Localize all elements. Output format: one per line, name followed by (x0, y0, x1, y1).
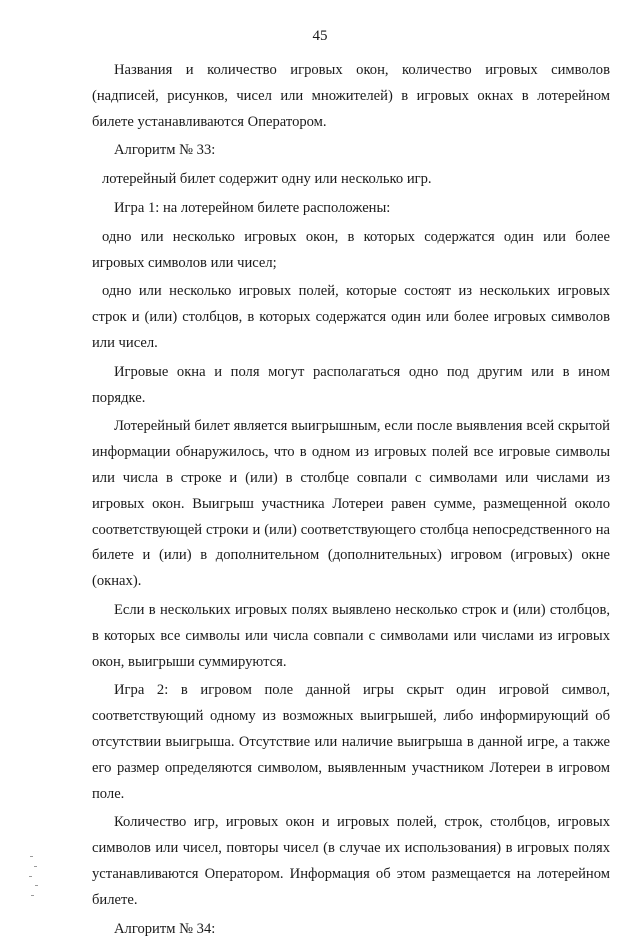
page-number: 45 (312, 28, 328, 44)
paragraph-winning-rule: Лотерейный билет является выигрышным, если после выявления всей скрытой информации обнаружилось, что в одном из игровых полей все игровые символы или числа в строке и (или) в столбце совпали с символами или числами из игровых окон. Выигрыш участника Лотереи равен сумме, размещенной около соответствующей строки и (или) соответствующего столбца непосредственного на билете и (или) в дополнительном (дополнительных) игровом (игровых) окне (окнах). (92, 418, 610, 590)
paragraph-algorithm-34-heading: Алгоритм № 34: (114, 920, 216, 937)
paragraph-windows-order: Игровые окна и поля могут располагаться одно под другим или в ином порядке. (92, 363, 610, 406)
paragraph-game-2: Игра 2: в игровом поле данной игры скрыт один игровой символ, соответствующий одному из возможных выигрышей, либо информирующий об отсутствии выигрыша. Отсутствие или наличие выигрыша в данной игре, а также его размер определяются символом, выявленным участником Лотереи в игровом поле. (92, 682, 610, 802)
paragraph-ticket-windows: Названия и количество игровых окон, количество игровых символов (надписей, рисунков, чисел или множителей) в игровых окнах в лотерейном билете устанавливаются Оператором. (92, 62, 610, 130)
paragraph-game-1-heading: Игра 1: на лотерейном билете расположены: (114, 199, 391, 216)
paragraph-wins-summed: Если в нескольких игровых полях выявлено несколько строк и (или) столбцов, в которых все символы или числа совпали с символами или числами из игровых окон, выигрыши суммируются. (92, 601, 610, 670)
paragraph-game-fields: одно или несколько игровых полей, которые состоят из нескольких игровых строк и (или) столбцов, в которых содержатся один или более игровых символов или чисел. (92, 283, 610, 351)
paragraph-game-windows: одно или несколько игровых окон, в которых содержатся один или более игровых символов или чисел; (92, 228, 610, 271)
paragraph-algorithm-33-heading: Алгоритм № 33: (114, 142, 216, 159)
paragraph-ticket-contains-games: лотерейный билет содержит одну или несколько игр. (102, 171, 432, 188)
paragraph-operator-settings: Количество игр, игровых окон и игровых полей, строк, столбцов, игровых символов или чисел, повторы чисел (в случае их использования) в игровых полях устанавливаются Оператором. Информация об этом размещается на лотерейном билете. (92, 814, 610, 908)
margin-scan-marks (28, 852, 42, 902)
document-body (92, 58, 610, 945)
